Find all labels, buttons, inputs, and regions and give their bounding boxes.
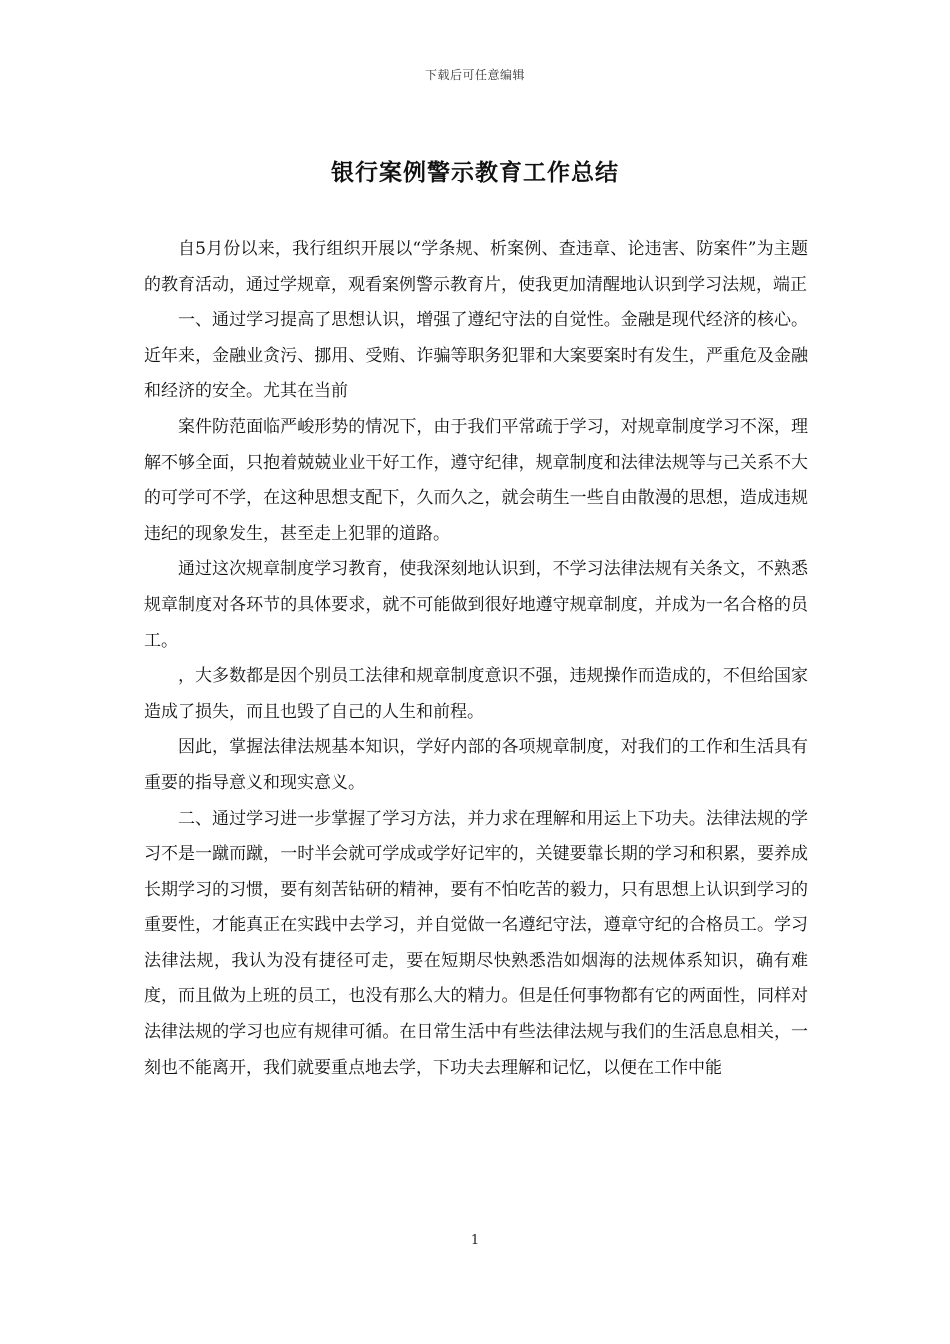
paragraph-7: 二、通过学习进一步掌握了学习方法，并力求在理解和用运上下功夫。法律法规的学习不是一蹴而蹴，一时半会就可学成或学好记牢的，关键要靠长期的学习和积累，要养成长期学习的习惯，要有刻苦钻研的精神，要有不怕吃苦的毅力，只有思想上认识到学习的重要性，才能真正在实践中去学习，并自觉做一名遵纪守法，遵章守纪的合格员工。学习法律法规，我认为没有捷径可走，要在短期尽快熟悉浩如烟海的法规体系知识，确有难度，而且做为上班的员工，也没有那么大的精力。但是任何事物都有它的两面性，同样对法律法规的学习也应有规律可循。在日常生活中有些法律法规与我们的生活息息相关，一刻也不能离开，我们就要重点地去学，下功夫去理解和记忆，以便在工作中能 <box>144 808 808 1078</box>
paragraph-5: ，大多数都是因个别员工法律和规章制度意识不强，违规操作而造成的，不但给国家造成了损失，而且也毁了自己的人生和前程。 <box>144 666 808 722</box>
paragraph-3: 案件防范面临严峻形势的情况下，由于我们平常疏于学习，对规章制度学习不深，理解不够全面，只抱着兢兢业业干好工作，遵守纪律，规章制度和法律法规等与己关系不大的可学可不学，在这种思想支配下，久而久之，就会萌生一些自由散漫的思想，造成违规违纪的现象发生，甚至走上犯罪的道路。 <box>144 416 808 544</box>
page-number: 1 <box>470 1233 480 1248</box>
paragraph-6: 因此，掌握法律法规基本知识，学好内部的各项规章制度，对我们的工作和生活具有重要的指导意义和现实意义。 <box>144 737 808 793</box>
document-body <box>144 232 808 1086</box>
paragraph-2: 一、通过学习提高了思想认识，增强了遵纪守法的自觉性。金融是现代经济的核心。近年来，金融业贪污、挪用、受贿、诈骗等职务犯罪和大案要案时有发生，严重危及金融和经济的安全。尤其在当前 <box>144 310 808 402</box>
paragraph-4: 通过这次规章制度学习教育，使我深刻地认识到，不学习法律法规有关条文，不熟悉规章制度对各环节的具体要求，就不可能做到很好地遵守规章制度，并成为一名合格的员工。 <box>144 559 808 651</box>
paragraph-1: 自5月份以来，我行组织开展以“学条规、析案例、查违章、论违害、防案件”为主题的教育活动，通过学规章，观看案例警示教育片，使我更加清醒地认识到学习法规，端正 <box>144 239 808 295</box>
header-note: 下载后可任意编辑 <box>424 68 525 82</box>
document-title: 银行案例警示教育工作总结 <box>331 160 619 186</box>
